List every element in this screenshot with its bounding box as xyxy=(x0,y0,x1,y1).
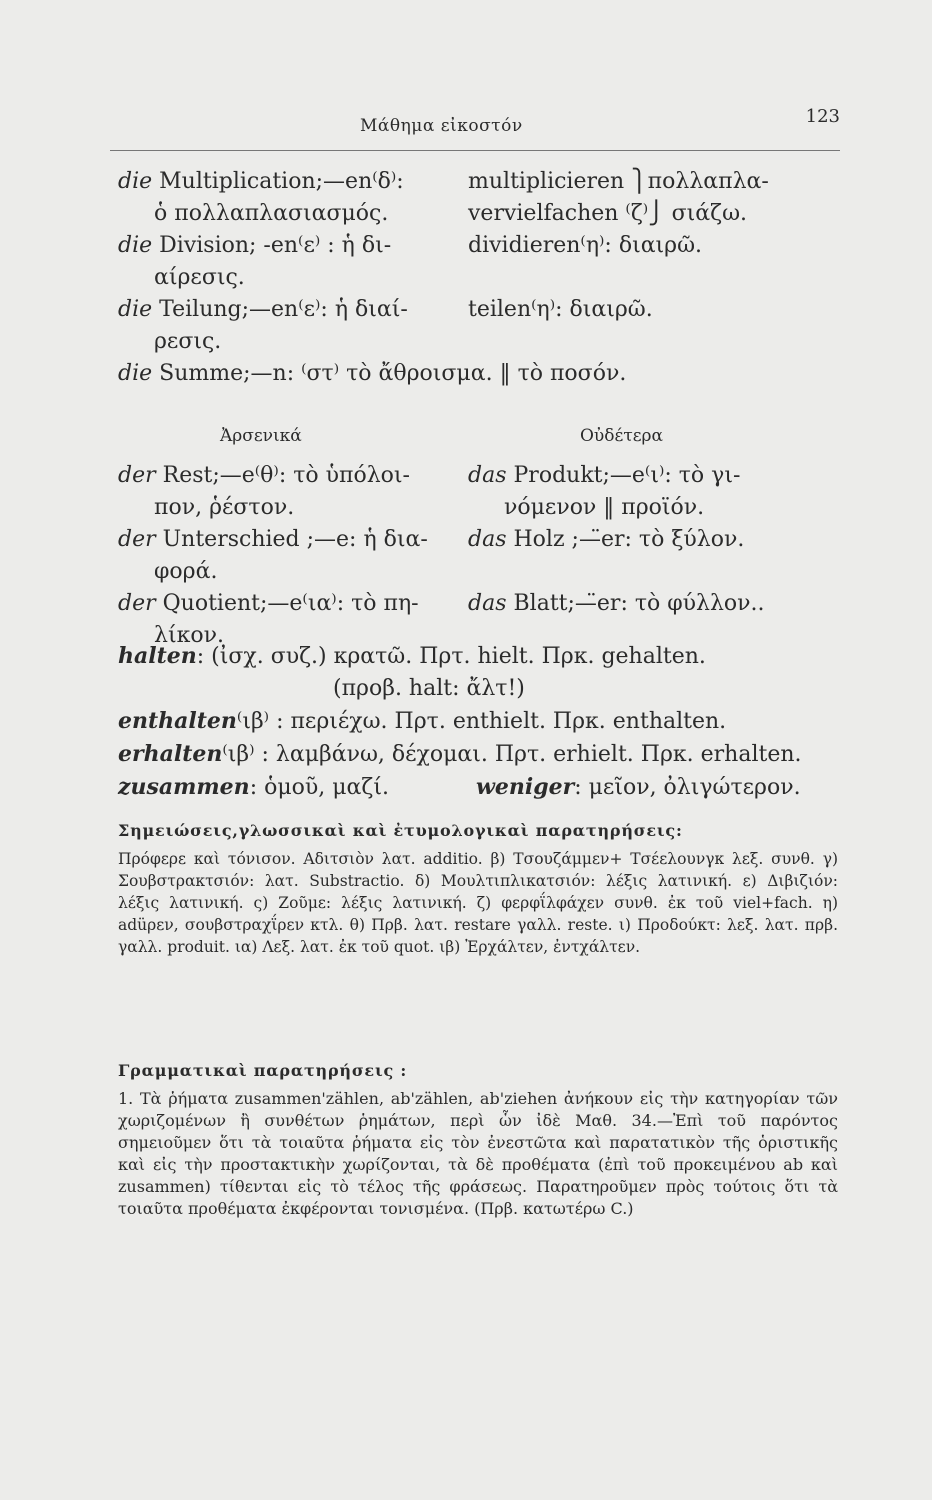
grammar-heading: Γραμματικαὶ παρατηρήσεις : xyxy=(118,1061,408,1080)
masculine-list: der Rest;—e⁽θ⁾: τὸ ὑπόλοι- πον, ῥέστον. der Unterschied ;—e: ἡ δια- φορά. der Quotient;—e⁽ια⁾: τὸ πη- λίκον. xyxy=(118,463,428,648)
masculine-heading: Ἀρσενικά xyxy=(220,426,302,446)
notes-paragraph: Πρόφερε καὶ τόνισον. Αδιτσιὸν λατ. additio. β) Τσουζάμμεν+ Τσέελουνγκ λεξ. συνθ. γ) Σουβστρακτσιόν: λατ. Substractio. δ) Μουλτιπλικατσιόν: λέξις λατινική. ε) Διβιζιόν: λέξις λατινική. ς) Ζοῦμε: λέξις λατινική. ζ) φερφΐλφάχεν συνθ. ἐκ τοῦ viel+fach. η) adüρεν, σουβστραχΐρεν κτλ. θ) Πρβ. λατ. restare γαλλ. reste. ι) Προδούκτ: λεξ. λατ. πρβ. γαλλ. produit. ια) Λεξ. λατ. ἐκ τοῦ quot. ιβ) Ἐρχάλτεν, ἐντχάλτεν. xyxy=(118,850,838,956)
page-number: 123 xyxy=(805,106,840,127)
running-title: Μάθημα εἰκοστόν xyxy=(360,116,523,136)
grammar-block xyxy=(118,1060,838,1226)
vocab-entry: die Division; -en⁽ε⁾ : ἡ δι- xyxy=(118,233,392,258)
notes-block xyxy=(118,820,838,1218)
notes-heading: Σημειώσεις,γλωσσικαὶ καὶ ἐτυμολογικαὶ παρατηρήσεις: xyxy=(118,821,683,840)
vocab-left-column: die Multiplication;—en⁽δ⁾: ὁ πολλαπλασιασμός. die Division; -en⁽ε⁾ : ἡ δι- αίρεσις. die Teilung;—en⁽ε⁾: ἡ διαί- ρεσις. die Summe;—n: ⁽στ⁾ τὸ ἄθροισμα. ‖ τὸ ποσόν. xyxy=(118,166,488,390)
page-header xyxy=(110,100,840,151)
verb-block: halten: (ἰσχ. συζ.) κρατῶ. Πρτ. hielt. Πρκ. gehalten. (προβ. halt: ἄλτ!) enthalten⁽ιβ⁾ : περιέχω. Πρτ. enthielt. Πρκ. enthalten. erhalten⁽ιβ⁾ : λαμβάνω, δέχομαι. Πρτ. erhielt. Πρκ. erhalten. zusammen: ὁμοῦ, μαζί. weniger: μεῖον, ὀλιγώτερον. xyxy=(118,643,802,800)
vocab-entry: die Multiplication;—en⁽δ⁾: xyxy=(118,169,404,194)
neuter-list: das Produkt;—e⁽ι⁾: τὸ γι- νόμενον ‖ προϊόν. das Holz ;—̈er: τὸ ξύλον. das Blatt;—̈er: τὸ φύλλον.. xyxy=(468,463,765,616)
neuter-heading: Οὐδέτερα xyxy=(580,426,663,446)
vocab-right-column: multiplicieren ⎫πολλαπλα- vervielfachen ⁽ζ⁾⎭ σιάζω. dividieren⁽η⁾: διαιρῶ. teilen⁽η⁾: διαιρῶ. xyxy=(468,169,769,322)
vocab-entry: die Summe;—n: ⁽στ⁾ τὸ ἄθροισμα. ‖ τὸ ποσόν. xyxy=(118,361,627,386)
grammar-paragraph: 1. Τὰ ῥήματα zusammen'zählen, ab'zählen, ab'ziehen ἀνήκουν εἰς τὴν κατηγορίαν τῶν χωριζομένων ἢ συνθέτων ῥημάτων, περὶ ὧν ἰδὲ Μαθ. 34.—Ἐπὶ τοῦ παρόντος σημειοῦμεν ὅτι τὰ τοιαῦτα ῥήματα εἰς τὸν ἐνεστῶτα καὶ παρατατικὸν τῆς ὁριστικῆς καὶ εἰς τὴν προστακτικὴν χωρίζονται, τὰ δὲ προθέματα (ἐπὶ τοῦ προκειμένου ab καὶ zusammen) τίθενται εἰς τὸ τέλος τῆς φράσεως. Παρατηροῦμεν πρὸς τούτοις ὅτι τὰ τοιαῦτα προθέματα ἐκφέρονται τονισμένα. (Πρβ. κατωτέρω C.) xyxy=(118,1089,838,1218)
vocab-entry: die Teilung;—en⁽ε⁾: ἡ διαί- xyxy=(118,297,408,322)
